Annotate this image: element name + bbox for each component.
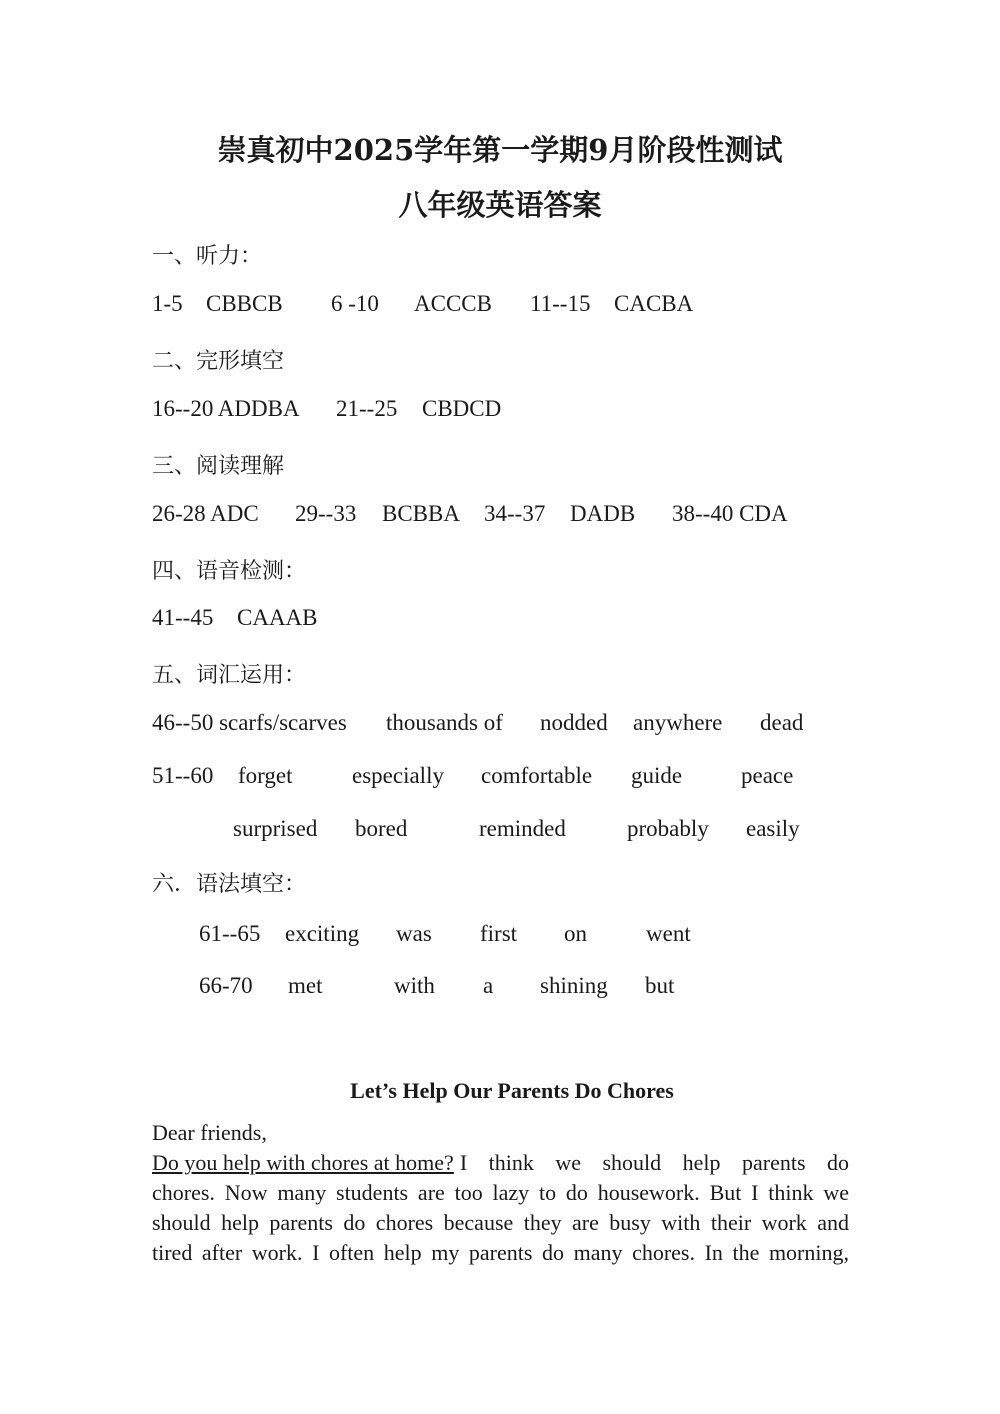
answer-word: was [396, 921, 432, 946]
essay-line: should help parents do chores because they are busy with their work and [152, 1210, 849, 1235]
answer-word: comfortable [481, 763, 593, 788]
answer-word: with [394, 973, 435, 998]
answer-word: peace [741, 763, 794, 788]
answer-range: 66-70 [199, 973, 253, 998]
answer-letters: BCBBA [382, 501, 460, 526]
answer-range: 29--33 [295, 501, 357, 526]
answer-range: 6 -10 [331, 291, 379, 316]
page-title: 崇真初中2025学年第一学期9月阶段性测试 [217, 133, 783, 167]
answer-word: nodded [540, 710, 608, 735]
answer-range: 16--20 ADDBA [152, 396, 300, 421]
essay-line: chores. Now many students are too lazy to do housework. But I think we [152, 1180, 849, 1205]
page-subtitle: 八年级英语答案 [398, 188, 602, 222]
answer-word: easily [746, 816, 800, 841]
answer-range: 41--45 [152, 605, 214, 630]
answer-letters: CACBA [614, 291, 694, 316]
section-heading-phonetics: 四、语音检测： [152, 559, 307, 584]
answer-letters: DADB [570, 501, 636, 526]
section-heading-grammar: 六．语法填空： [152, 872, 307, 897]
answer-range: 34--37 [484, 501, 546, 526]
answer-letters: CBDCD [422, 396, 502, 421]
section-heading-cloze: 二、完形填空 [152, 349, 285, 374]
answer-word: bored [355, 816, 408, 841]
answer-word: reminded [479, 816, 566, 841]
answer-word: forget [238, 763, 293, 788]
answer-range: 51--60 [152, 763, 214, 788]
answer-letters: CBBCB [206, 291, 283, 316]
answer-letters: ACCCB [414, 291, 492, 316]
answer-word: first [480, 921, 518, 946]
answer-range: 11--15 [530, 291, 591, 316]
section-heading-listening: 一、听力： [152, 244, 263, 269]
essay-line [152, 1150, 849, 1176]
answer-word: but [645, 973, 675, 998]
answer-range: 1-5 [152, 291, 183, 316]
answer-word: dead [760, 710, 804, 735]
answer-word: met [288, 973, 323, 998]
answer-range: 21--25 [336, 396, 398, 421]
answer-word: guide [631, 763, 683, 788]
essay-line: tired after work. I often help my parents do many chores. In the morning, [152, 1240, 849, 1265]
answer-word: anywhere [633, 710, 723, 735]
answer-word: went [646, 921, 691, 946]
answer-range: 38--40 CDA [672, 501, 788, 526]
answer-word: especially [352, 763, 444, 788]
answer-word: exciting [285, 921, 360, 946]
answer-range: 26-28 ADC [152, 501, 259, 526]
essay-underlined-question: Do you help with chores at home? [152, 1150, 454, 1175]
essay-text: I think we should help parents do [459, 1150, 849, 1175]
section-heading-reading: 三、阅读理解 [152, 454, 285, 479]
essay-title: Let’s Help Our Parents Do Chores [350, 1078, 674, 1103]
answer-range: 61--65 [199, 921, 261, 946]
section-heading-vocabulary: 五、词汇运用： [152, 663, 307, 688]
answer-word: shining [540, 973, 608, 998]
answer-word: a [483, 973, 494, 998]
essay-greeting: Dear friends, [152, 1120, 267, 1145]
answer-word: thousands of [386, 710, 503, 735]
answer-word: on [564, 921, 587, 946]
answer-letters: CAAAB [237, 605, 318, 630]
answer-word: surprised [233, 816, 318, 841]
answer-word: 46--50 scarfs/scarves [152, 710, 347, 735]
answer-word: probably [627, 816, 709, 841]
